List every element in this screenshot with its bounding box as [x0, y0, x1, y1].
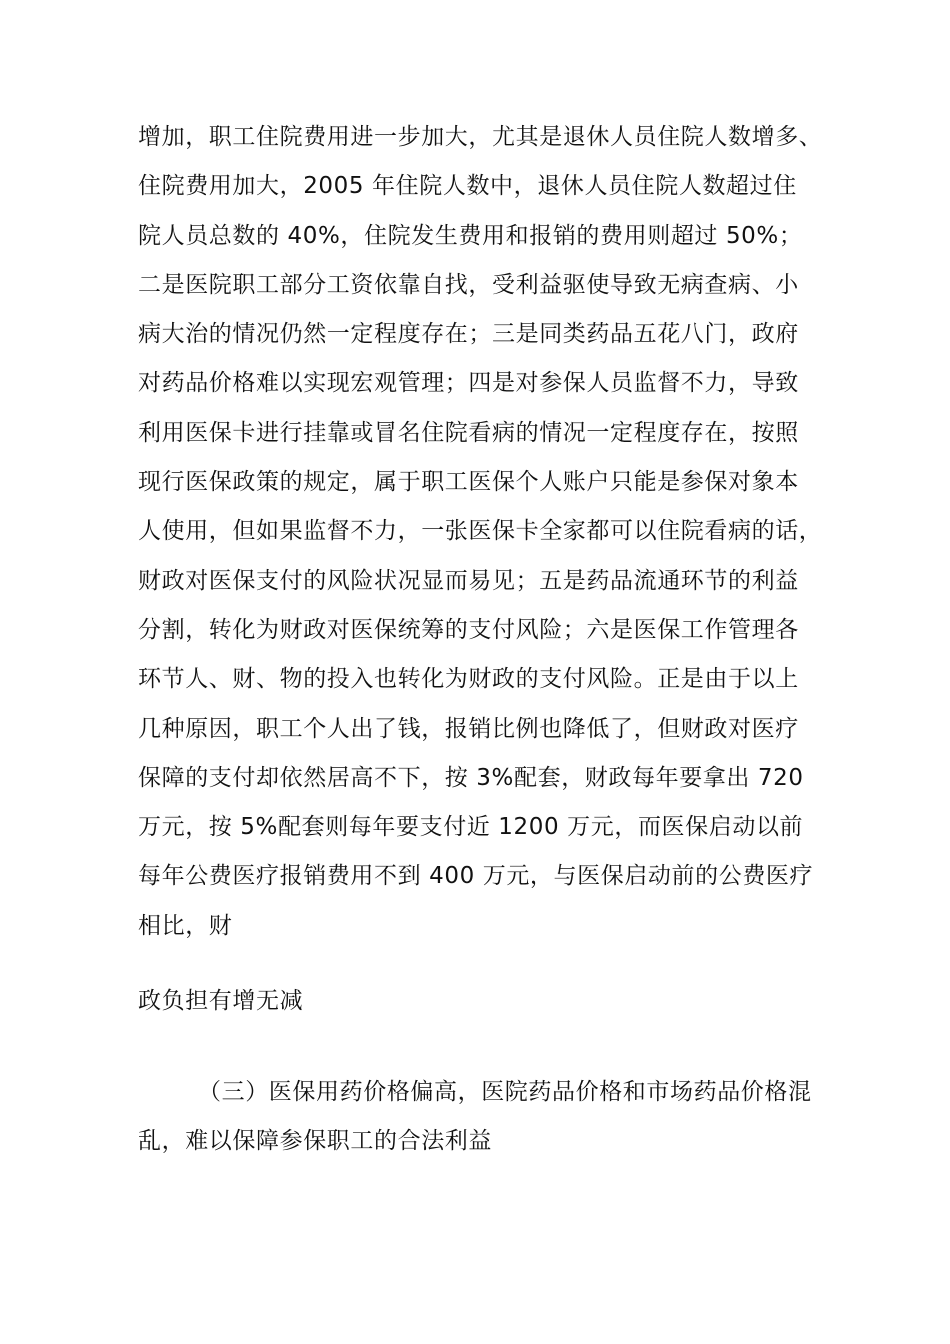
text-line: 每年公费医疗报销费用不到 400 万元，与医保启动前的公费医疗 — [138, 863, 814, 890]
continued-paragraph — [138, 977, 818, 1026]
text-line: 环节人、财、物的投入也转化为财政的支付风险。正是由于以上 — [138, 666, 799, 693]
text-line: 对药品价格难以实现宏观管理；四是对参保人员监督不力，导致 — [138, 370, 799, 397]
text-line: 几种原因，职工个人出了钱，报销比例也降低了，但财政对医疗 — [138, 715, 799, 742]
text-line: 万元，按 5%配套则每年要支付近 1200 万元，而医保启动以前 — [138, 814, 804, 841]
text-line: 住院费用加大，2005 年住院人数中，退休人员住院人数超过住 — [138, 173, 797, 200]
text-line: 增加，职工住院费用进一步加大，尤其是退休人员住院人数增多、 — [138, 124, 823, 150]
text-line: 病大治的情况仍然一定程度存在；三是同类药品五花八门，政府 — [138, 321, 799, 348]
text-line: 相比，财 — [138, 912, 233, 939]
section-heading-line: 乱，难以保障参保职工的合法利益 — [138, 1128, 492, 1155]
text-line: 人使用，但如果监督不力，一张医保卡全家都可以住院看病的话， — [138, 518, 823, 545]
main-paragraph — [138, 113, 823, 951]
text-line: 现行医保政策的规定，属于职工医保个人账户只能是参保对象本 — [138, 469, 799, 496]
text-line: 二是医院职工部分工资依靠自找，受利益驱使导致无病查病、小 — [138, 271, 799, 298]
section-heading — [138, 1068, 818, 1167]
text-line: 分割，转化为财政对医保统筹的支付风险；六是医保工作管理各 — [138, 616, 799, 643]
text-line: 保障的支付却依然居高不下，按 3%配套，财政每年要拿出 720 — [138, 764, 804, 791]
text-line: 院人员总数的 40%，住院发生费用和报销的费用则超过 50%； — [138, 222, 803, 249]
section-heading-line: （三）医保用药价格偏高，医院药品价格和市场药品价格混 — [198, 1079, 812, 1105]
text-line: 政负担有增无减 — [138, 988, 304, 1014]
text-line: 财政对医保支付的风险状况显而易见；五是药品流通环节的利益 — [138, 567, 799, 594]
text-line: 利用医保卡进行挂靠或冒名住院看病的情况一定程度存在，按照 — [138, 419, 799, 446]
